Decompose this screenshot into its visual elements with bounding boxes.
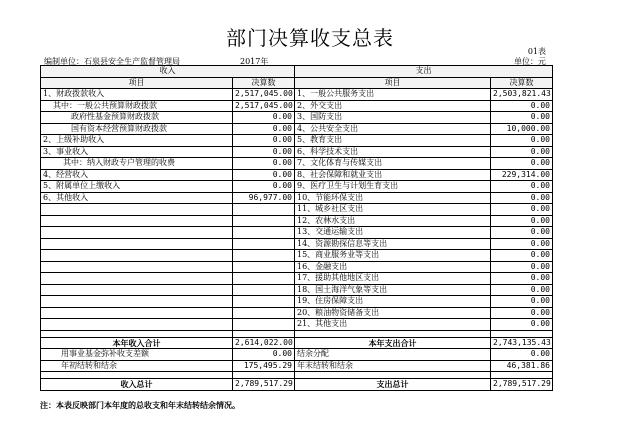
year-expense-total-amount: 2,743,135.43 bbox=[491, 337, 553, 349]
income-item: 4、经营收入 bbox=[41, 169, 233, 181]
income-item: 1、财政拨款收入 bbox=[41, 89, 233, 101]
table-row bbox=[41, 100, 553, 112]
income-amount bbox=[233, 261, 295, 273]
summary-row bbox=[41, 360, 553, 372]
income-item bbox=[41, 204, 233, 216]
expense-amount: 0.00 bbox=[491, 238, 553, 250]
table-row bbox=[41, 296, 553, 308]
income-section-header: 收入 bbox=[41, 66, 295, 78]
income-grand-total-label: 收入总计 bbox=[41, 379, 233, 391]
table-row bbox=[41, 307, 553, 319]
table-row bbox=[41, 123, 553, 135]
currency-unit: 单位：元 bbox=[514, 57, 546, 66]
expense-amount: 0.00 bbox=[491, 227, 553, 239]
table-row bbox=[41, 192, 553, 204]
expense-item: 7、文化体育与传媒支出 bbox=[295, 158, 491, 170]
summary-row bbox=[41, 337, 553, 349]
table-row bbox=[41, 158, 553, 170]
income-amount: 0.00 bbox=[233, 146, 295, 158]
expense-item: 3、国防支出 bbox=[295, 112, 491, 124]
table-row bbox=[41, 273, 553, 285]
income-item bbox=[41, 284, 233, 296]
spacer-row bbox=[41, 330, 553, 337]
income-amount: 2,517,045.00 bbox=[233, 100, 295, 112]
income-item: 政府性基金预算财政拨款 bbox=[41, 112, 233, 124]
expense-amount: 0.00 bbox=[491, 215, 553, 227]
form-number: 01表 bbox=[527, 47, 546, 56]
income-item bbox=[41, 227, 233, 239]
expense-amount: 2,503,821.43 bbox=[491, 89, 553, 101]
table-row bbox=[41, 112, 553, 124]
income-amount bbox=[233, 227, 295, 239]
income-amount: 0.00 bbox=[233, 123, 295, 135]
income-amount: 0.00 bbox=[233, 135, 295, 147]
income-item: 2、上级补助收入 bbox=[41, 135, 233, 147]
income-amount: 0.00 bbox=[233, 181, 295, 193]
income-item: 6、其他收入 bbox=[41, 192, 233, 204]
income-amount-header: 决算数 bbox=[233, 77, 295, 89]
income-amount bbox=[233, 273, 295, 285]
expense-item: 1、一般公共服务支出 bbox=[295, 89, 491, 101]
expense-amount: 0.00 bbox=[491, 181, 553, 193]
expense-amount: 0.00 bbox=[491, 261, 553, 273]
income-item: 国有资本经营预算财政拨款 bbox=[41, 123, 233, 135]
table-row bbox=[41, 319, 553, 331]
expense-amount: 229,314.00 bbox=[491, 169, 553, 181]
expense-amount: 0.00 bbox=[491, 100, 553, 112]
column-header-row bbox=[41, 77, 553, 89]
expense-item: 11、城乡社区支出 bbox=[295, 204, 491, 216]
surplus-distribution-label: 结余分配 bbox=[295, 349, 491, 361]
income-amount bbox=[233, 238, 295, 250]
income-item-header: 项目 bbox=[41, 77, 233, 89]
expense-amount: 0.00 bbox=[491, 204, 553, 216]
table-row bbox=[41, 204, 553, 216]
income-item bbox=[41, 238, 233, 250]
expense-amount-header: 决算数 bbox=[491, 77, 553, 89]
table-row bbox=[41, 238, 553, 250]
expense-amount: 0.00 bbox=[491, 307, 553, 319]
fund-makeup-label: 用事业基金弥补收支差额 bbox=[41, 349, 233, 361]
expense-item: 17、援助其他地区支出 bbox=[295, 273, 491, 285]
summary-body bbox=[41, 330, 553, 390]
surplus-distribution-amount: 0.00 bbox=[491, 349, 553, 361]
income-item bbox=[41, 250, 233, 262]
expense-amount: 0.00 bbox=[491, 284, 553, 296]
income-item: 5、附属单位上缴收入 bbox=[41, 181, 233, 193]
fund-makeup-amount: 0.00 bbox=[233, 349, 295, 361]
reporting-unit: 编制单位：石泉县安全生产监督管理局 bbox=[44, 57, 180, 66]
income-amount bbox=[233, 319, 295, 331]
income-amount: 0.00 bbox=[233, 112, 295, 124]
year-expense-total-label: 本年支出合计 bbox=[295, 337, 491, 349]
expense-item: 19、住房保障支出 bbox=[295, 296, 491, 308]
expense-amount: 0.00 bbox=[491, 319, 553, 331]
table-footnote: 注：本表反映部门本年度的总收支和年末结转结余情况。 bbox=[40, 400, 240, 410]
expense-item: 21、其他支出 bbox=[295, 319, 491, 331]
income-amount: 96,977.00 bbox=[233, 192, 295, 204]
expense-amount: 0.00 bbox=[491, 158, 553, 170]
income-item bbox=[41, 319, 233, 331]
year-income-total-label: 本年收入合计 bbox=[41, 337, 233, 349]
income-amount bbox=[233, 296, 295, 308]
expense-item: 14、资源勘探信息等支出 bbox=[295, 238, 491, 250]
expense-item: 10、节能环保支出 bbox=[295, 192, 491, 204]
expense-item: 8、社会保障和就业支出 bbox=[295, 169, 491, 181]
income-amount bbox=[233, 307, 295, 319]
year-income-total-amount: 2,614,022.00 bbox=[233, 337, 295, 349]
expense-amount: 0.00 bbox=[491, 135, 553, 147]
expense-amount: 0.00 bbox=[491, 192, 553, 204]
summary-row bbox=[41, 349, 553, 361]
income-item: 其中：一般公共预算财政拨款 bbox=[41, 100, 233, 112]
income-amount: 2,517,045.00 bbox=[233, 89, 295, 101]
income-item bbox=[41, 215, 233, 227]
income-item: 其中：纳入财政专户管理的收费 bbox=[41, 158, 233, 170]
table-row bbox=[41, 250, 553, 262]
grand-total-row bbox=[41, 379, 553, 391]
expense-item-header: 项目 bbox=[295, 77, 491, 89]
expense-item: 15、商业服务业等支出 bbox=[295, 250, 491, 262]
income-amount bbox=[233, 215, 295, 227]
income-item bbox=[41, 273, 233, 285]
table-row bbox=[41, 215, 553, 227]
income-amount bbox=[233, 284, 295, 296]
expense-item: 9、医疗卫生与计划生育支出 bbox=[295, 181, 491, 193]
expense-amount: 0.00 bbox=[491, 273, 553, 285]
income-item bbox=[41, 307, 233, 319]
table-row bbox=[41, 284, 553, 296]
table-row bbox=[41, 146, 553, 158]
expense-item: 12、农林水支出 bbox=[295, 215, 491, 227]
income-item bbox=[41, 261, 233, 273]
expense-item: 16、金融支出 bbox=[295, 261, 491, 273]
expense-grand-total-label: 支出总计 bbox=[295, 379, 491, 391]
income-amount bbox=[233, 250, 295, 262]
expense-item: 5、教育支出 bbox=[295, 135, 491, 147]
beginning-balance-amount: 175,495.29 bbox=[233, 360, 295, 372]
table-row bbox=[41, 169, 553, 181]
income-amount bbox=[233, 204, 295, 216]
expense-grand-total-amount: 2,789,517.29 bbox=[491, 379, 553, 391]
income-grand-total-amount: 2,789,517.29 bbox=[233, 379, 295, 391]
expense-item: 6、科学技术支出 bbox=[295, 146, 491, 158]
income-amount: 0.00 bbox=[233, 169, 295, 181]
spacer-row bbox=[41, 372, 553, 379]
expense-item: 13、交通运输支出 bbox=[295, 227, 491, 239]
section-header-row bbox=[41, 66, 553, 78]
table-row bbox=[41, 227, 553, 239]
expense-amount: 0.00 bbox=[491, 296, 553, 308]
income-item bbox=[41, 296, 233, 308]
ending-balance-amount: 46,381.86 bbox=[491, 360, 553, 372]
ending-balance-label: 年末结转和结余 bbox=[295, 360, 491, 372]
table-row bbox=[41, 261, 553, 273]
expense-item: 2、外交支出 bbox=[295, 100, 491, 112]
expense-item: 4、公共安全支出 bbox=[295, 123, 491, 135]
expense-amount: 0.00 bbox=[491, 250, 553, 262]
table-body bbox=[41, 66, 553, 331]
report-year: 2017年 bbox=[240, 57, 269, 66]
income-item: 3、事业收入 bbox=[41, 146, 233, 158]
expense-section-header: 支出 bbox=[295, 66, 553, 78]
page-title: 部门决算收支总表 bbox=[226, 26, 394, 50]
expense-amount: 0.00 bbox=[491, 146, 553, 158]
expense-amount: 0.00 bbox=[491, 112, 553, 124]
expense-item: 18、国土海洋气象等支出 bbox=[295, 284, 491, 296]
table-row bbox=[41, 135, 553, 147]
expense-item: 20、粮油物资储备支出 bbox=[295, 307, 491, 319]
expense-amount: 10,000.00 bbox=[491, 123, 553, 135]
income-expense-table bbox=[40, 65, 553, 391]
income-amount: 0.00 bbox=[233, 158, 295, 170]
table-row bbox=[41, 181, 553, 193]
table-row bbox=[41, 89, 553, 101]
beginning-balance-label: 年初结转和结余 bbox=[41, 360, 233, 372]
